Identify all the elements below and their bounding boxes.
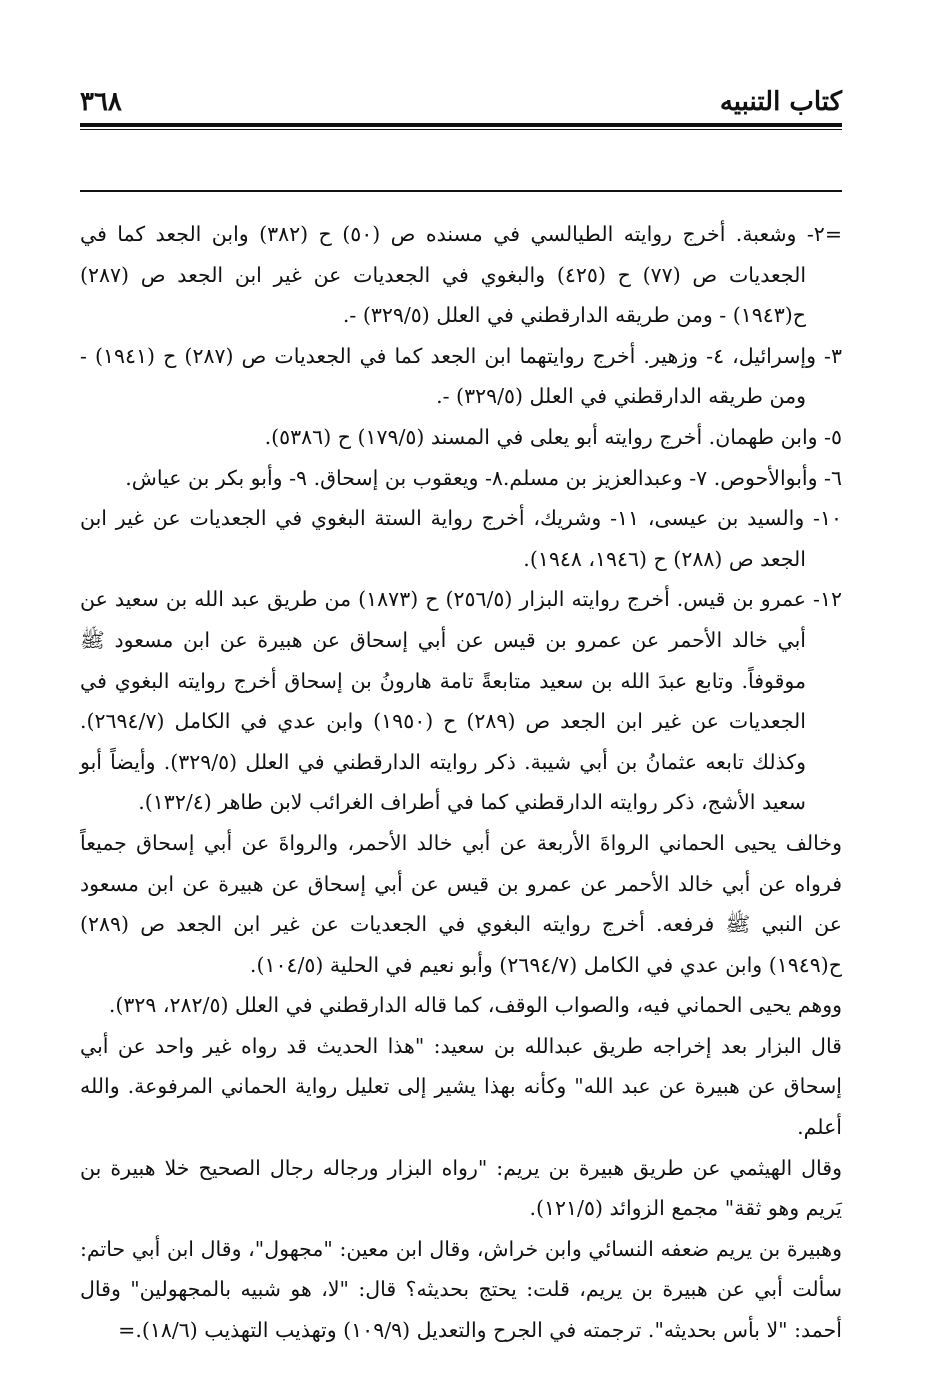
footnote-paragraph: ٥- وابن طهمان. أخرج روايته أبو يعلى في المسند (١٧٩/٥) ح (٥٣٨٦).: [264, 424, 842, 449]
footnote-paragraph: ٦- وأبوالأحوص. ٧- وعبدالعزيز بن مسلم.٨- ويعقوب بن إسحاق. ٩- وأبو بكر بن عياش.: [125, 465, 842, 490]
header-rule: [80, 123, 842, 130]
footnote-paragraph: وقال الهيثمي عن طريق هبيرة بن يريم: "رواه البزار ورجاله رجال الصحيح خلا هبيرة بن يَريم وهو ثقة" مجمع الزوائد (١٢١/٥).: [80, 1155, 842, 1221]
footnote-paragraph: ١٠- والسيد بن عيسى، ١١- وشريك، أخرج رواية الستة البغوي في الجعديات عن غير ابن الجعد ص (٢٨٨) ح (١٩٤٦، ١٩٤٨).: [80, 506, 842, 571]
footnote-paragraph: ووهم يحيى الحماني فيه، والصواب الوقف، كما قاله الدارقطني في العلل (٢٨٢/٥، ٣٢٩).: [108, 993, 842, 1018]
footnote-separator: [80, 190, 842, 192]
page-header: [80, 84, 842, 124]
footnote-paragraph: وهبيرة بن يريم ضعفه النسائي وابن خراش، وقال ابن معين: "مجهول"، وقال ابن أبي حاتم: سألت أبي عن هبيرة بن يريم، قلت: يحتج بحديثه؟ قال: "لا، هو شبيه بالمجهولين" وقال أحمد: "لا بأس بحديثه". ترجمته في الجرح والتعديل (١٠٩/٩) وتهذيب التهذيب (١٨/٦).=: [80, 1236, 842, 1343]
page-number: ٣٦٨: [80, 87, 122, 117]
book-title: كتاب التنبيه: [719, 87, 842, 117]
footnote-paragraph: ١٢- عمرو بن قيس. أخرج روايته البزار (٢٥٦/٥) ح (١٨٧٣) من طريق عبد الله بن سعيد عن أبي خالد الأحمر عن عمرو بن قيس عن أبي إسحاق عن هبيرة عن ابن مسعود ﷺ موقوفاً. وتابع عبدَ الله بن سعيد متابعةً تامة هارونُ بن إسحاق أخرج روايته البغوي في الجعديات عن غير ابن الجعد ص (٢٨٩) ح (١٩٥٠) وابن عدي في الكامل (٢٦٩٤/٧). وكذلك تابعه عثمانُ بن أبي شيبة. ذكر روايته الدارقطني في العلل (٣٢٩/٥). وأيضاً أبو سعيد الأشج، ذكر روايته الدارقطني كما في أطراف الغرائب لابن طاهر (١٣٢/٤).: [80, 587, 843, 815]
footnote-paragraph: وخالف يحيى الحماني الرواةَ الأربعة عن أبي خالد الأحمر، والرواةَ عن أبي إسحاق جميعاً فرواه عن أبي خالد الأحمر عن عمرو بن قيس عن أبي إسحاق عن هبيرة عن ابن مسعود عن النبي ﷺ فرفعه. أخرج روايته البغوي في الجعديات عن غير ابن الجعد ص (٢٨٩) ح(١٩٤٩) وابن عدي في الكامل (٢٦٩٤/٧) وأبو نعيم في الحلية (١٠٤/٥).: [80, 830, 842, 977]
footnote-paragraph: قال البزار بعد إخراجه طريق عبدالله بن سعيد: "هذا الحديث قد رواه غير واحد عن أبي إسحاق عن هبيرة عن عبد الله" وكأنه بهذا يشير إلى تعليل رواية الحماني المرفوعة. والله أعلم.: [80, 1033, 842, 1140]
footnote-paragraph: ٣- وإسرائيل، ٤- وزهير. أخرج روايتهما ابن الجعد كما في الجعديات ص (٢٨٧) ح (١٩٤١) - ومن طريقه الدارقطني في العلل (٣٢٩/٥) -.: [80, 343, 842, 409]
footnote-paragraph: =٢- وشعبة. أخرج روايته الطيالسي في مسنده ص (٥٠) ح (٣٨٢) وابن الجعد كما في الجعديات ص (٧٧) ح (٤٢٥) والبغوي في الجعديات عن غير ابن الجعد ص (٢٨٧) ح(١٩٤٣) - ومن طريقه الدارقطني في العلل (٣٢٩/٥) -.: [80, 222, 842, 328]
footnotes-body: [80, 214, 842, 1351]
